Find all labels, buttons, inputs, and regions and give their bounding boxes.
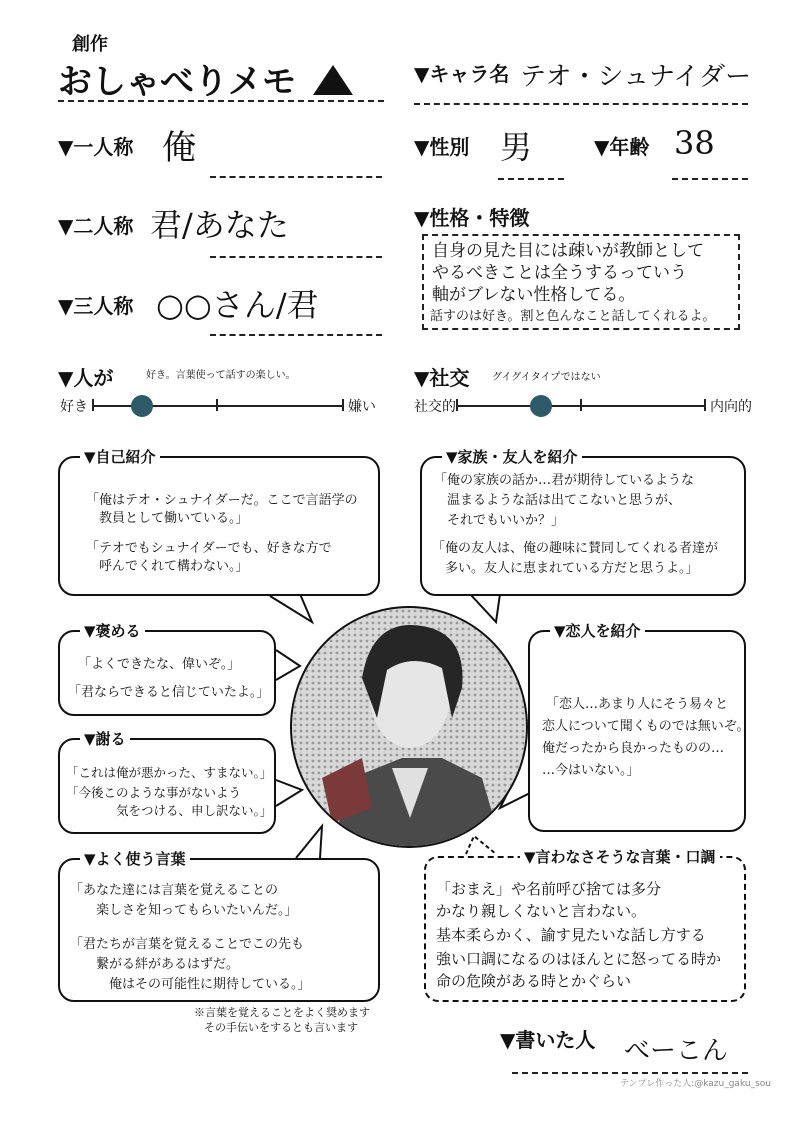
title-small: 創作 [72,34,108,55]
family-friends-label: ▼家族・友人を紹介 [442,446,582,467]
lover-line: …今はいない。」 [542,763,640,778]
people-scale-label: ▼人が [58,366,114,390]
common-words-line: 「君たちが言葉を覚えることでこの先も [70,937,305,952]
lover-bubble [528,622,750,832]
second-person-value: 君/あなた [150,206,289,244]
title-main: おしゃべりメモ [58,62,296,102]
character-name: テオ・シュナイダー [520,62,752,92]
age-value: 38 [674,124,715,162]
lover-label: ▼恋人を紹介 [550,620,645,641]
praise-label: ▼褒める [80,620,145,641]
third-person-value: ○○さん/君 [156,286,319,324]
self-intro-line: 呼んでくれて構わない。」 [86,559,249,574]
self-intro-bubble [58,448,380,596]
apology-line: 「今後このような事がないよう [66,785,242,800]
divider [512,1072,748,1074]
family-friends-line: 「俺の家族の話か…君が期待しているような [434,473,695,488]
personality-line: 軸がブレない性格してる。 [432,285,636,305]
self-intro-line: 「俺はテオ・シュナイダーだ。ここで言語学の [86,493,358,508]
third-person-label: ▼三人称 [58,294,134,318]
common-words-line: 楽しさを知ってもらいたいんだ。」 [70,903,298,918]
lover-line: 俺だったから良かったものの… [542,741,725,756]
unlikely-words-line: 命の危険がある時とかぐらい [436,972,632,990]
common-words-line: 「あなた達には言葉を覚えることの [70,883,279,898]
praise-bubble [58,622,276,716]
family-friends-line: それでもいいか？」 [434,513,565,528]
people-scale-right: 嫌い [348,399,376,415]
social-scale-label: ▼社交 [414,366,470,390]
lover-line: 恋人について聞くものでは無いぞ。 [542,719,750,734]
unlikely-words-label: ▼言わなさそうな言葉・口調 [520,846,720,867]
age-label: ▼年齢 [594,135,650,159]
apology-line: 「これは俺が悪かった、すまない。」 [66,765,273,780]
unlikely-words-line: 強い口調になるのはほんとに怒ってる時か [436,950,722,968]
personality-line: やるべきことは全うするっていう [432,263,687,283]
apology-line: 気をつける、申し訳ない。」 [66,803,273,818]
praise-line: 「よくできたな、偉いぞ。」 [78,657,241,672]
character-portrait [290,606,528,848]
unlikely-words-line: 基本柔らかく、諭す見たいな話し方する [436,926,706,944]
common-words-label: ▼よく使う言葉 [80,848,190,869]
author-name: べーこん [624,1036,729,1066]
personality-note: 話すのは好き。割と色んなこと話してくれるよ。 [430,309,716,324]
personality-label: ▼性格・特徴 [414,206,530,230]
author-label: ▼書いた人 [500,1028,596,1052]
social-scale-left: 社交的 [414,399,456,415]
unlikely-words-line: かなり親しくないと言わない。 [436,902,647,920]
portrait-illustration [292,608,526,846]
common-words-bubble [58,850,380,1002]
common-words-note: ※言葉を覚えることをよく奨めます [194,1006,370,1019]
template-credit: テンプレ作った人:@kazu_gaku_sou [620,1079,771,1089]
apology-label: ▼謝る [80,728,130,749]
personality-line: 自身の見た目には疎いが教師として [432,241,704,261]
family-friends-line: 多い。友人に恵まれている方だと思うよ。」 [432,561,699,576]
self-intro-label: ▼自己紹介 [80,446,160,467]
common-words-line: 繋がる絆があるはずだ。 [70,957,240,972]
family-friends-line: 「俺の友人は、俺の趣味に賛同してくれる者達が [432,541,719,556]
common-words-line: 俺はその可能性に期待している。」 [70,977,311,992]
people-scale-note: 好き。言葉使って話すの楽しい。 [146,370,296,381]
self-intro-line: 「テオでもシュナイダーでも、好きな方で [86,541,332,556]
unlikely-words-box [424,848,746,1002]
people-scale-left: 好き [60,399,88,415]
gender-value: 男 [500,128,533,166]
social-scale-right: 内向的 [710,399,752,415]
self-intro-line: 教員として働いている。」 [86,511,249,526]
social-scale-note: グイグイタイプではない [492,372,601,383]
apology-bubble [58,730,276,834]
gender-label: ▼性別 [414,135,470,159]
praise-line: 「君ならできると信じていたよ。」 [68,685,270,700]
family-friends-bubble [420,448,746,596]
first-person-label: ▼一人称 [58,135,134,159]
unlikely-words-line: 「おまえ」や名前呼び捨ては多分 [436,880,662,898]
lover-line: 「恋人…あまり人にそう易々と [546,697,729,712]
second-person-label: ▼二人称 [58,214,134,238]
character-label: ▼キャラ名 [414,62,510,86]
first-person-value: 俺 [162,128,196,168]
family-friends-line: 温まるような話は出てこないと思うが、 [434,493,682,508]
common-words-note: その手伝いをするとも言います [204,1021,358,1034]
